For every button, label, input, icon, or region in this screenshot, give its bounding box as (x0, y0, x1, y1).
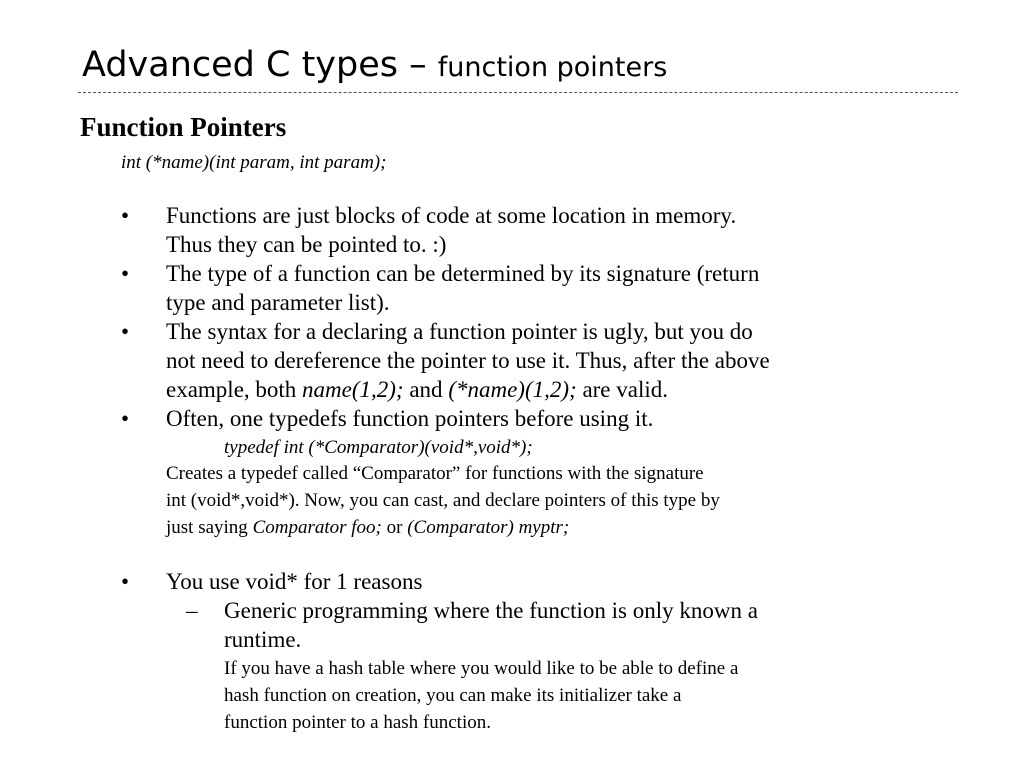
subnote-line-1: If you have a hash table where you would like to be able to define a (224, 658, 739, 679)
title-divider (78, 92, 958, 93)
code-snippet: (*name)(1,2); (448, 377, 577, 402)
bullet-1-line-1: Functions are just blocks of code at some location in memory. (166, 203, 737, 228)
code-snippet: (Comparator) myptr; (407, 517, 570, 538)
typedef-note-line-2: int (void*,void*). Now, you can cast, and declare pointers of this type by (166, 490, 720, 511)
bullet-5-line-1: You use void* for 1 reasons (166, 569, 423, 594)
section-heading: Function Pointers (80, 112, 287, 142)
title-main: Advanced C types (82, 45, 398, 85)
slide-title (82, 44, 667, 86)
code-snippet: Comparator foo; (252, 517, 382, 538)
bullet-4-line-1: Often, one typedefs function pointers before using it. (166, 406, 654, 431)
bullet-3-line-2: not need to dereference the pointer to use it. Thus, after the above (166, 348, 770, 373)
signature-example: int (*name)(int param, int param); (121, 152, 387, 173)
subnote-line-3: function pointer to a hash function. (224, 712, 491, 733)
code-snippet: name(1,2); (302, 377, 404, 402)
text: or (381, 517, 408, 538)
bullet-2-line-1: The type of a function can be determined by its signature (return (166, 261, 760, 286)
bullet-marker: • (121, 319, 130, 344)
typedef-example: typedef int (*Comparator)(void*,void*); (224, 437, 533, 458)
text: just saying (166, 517, 253, 538)
text: are valid. (576, 377, 669, 402)
typedef-note-line-1: Creates a typedef called “Comparator” for functions with the signature (166, 463, 704, 484)
bullet-marker: • (121, 261, 130, 286)
title-subtitle: function pointers (437, 52, 668, 83)
text: example, both (166, 377, 303, 402)
bullet-1-line-2: Thus they can be pointed to. :) (166, 232, 447, 257)
subbullet-line-1: Generic programming where the function is only known a (224, 598, 758, 623)
title-dash: – (398, 45, 438, 85)
text: and (403, 377, 449, 402)
typedef-note-line-3 (166, 517, 569, 539)
bullet-2-line-2: type and parameter list). (166, 290, 390, 315)
subbullet-line-2: runtime. (224, 627, 302, 652)
bullet-3-line-3 (166, 377, 668, 403)
bullet-3-line-1: The syntax for a declaring a function pointer is ugly, but you do (166, 319, 753, 344)
bullet-marker: • (121, 203, 130, 228)
bullet-marker: • (121, 406, 130, 431)
subnote-line-2: hash function on creation, you can make its initializer take a (224, 685, 682, 706)
bullet-marker: • (121, 569, 130, 594)
subbullet-marker: – (186, 598, 198, 623)
